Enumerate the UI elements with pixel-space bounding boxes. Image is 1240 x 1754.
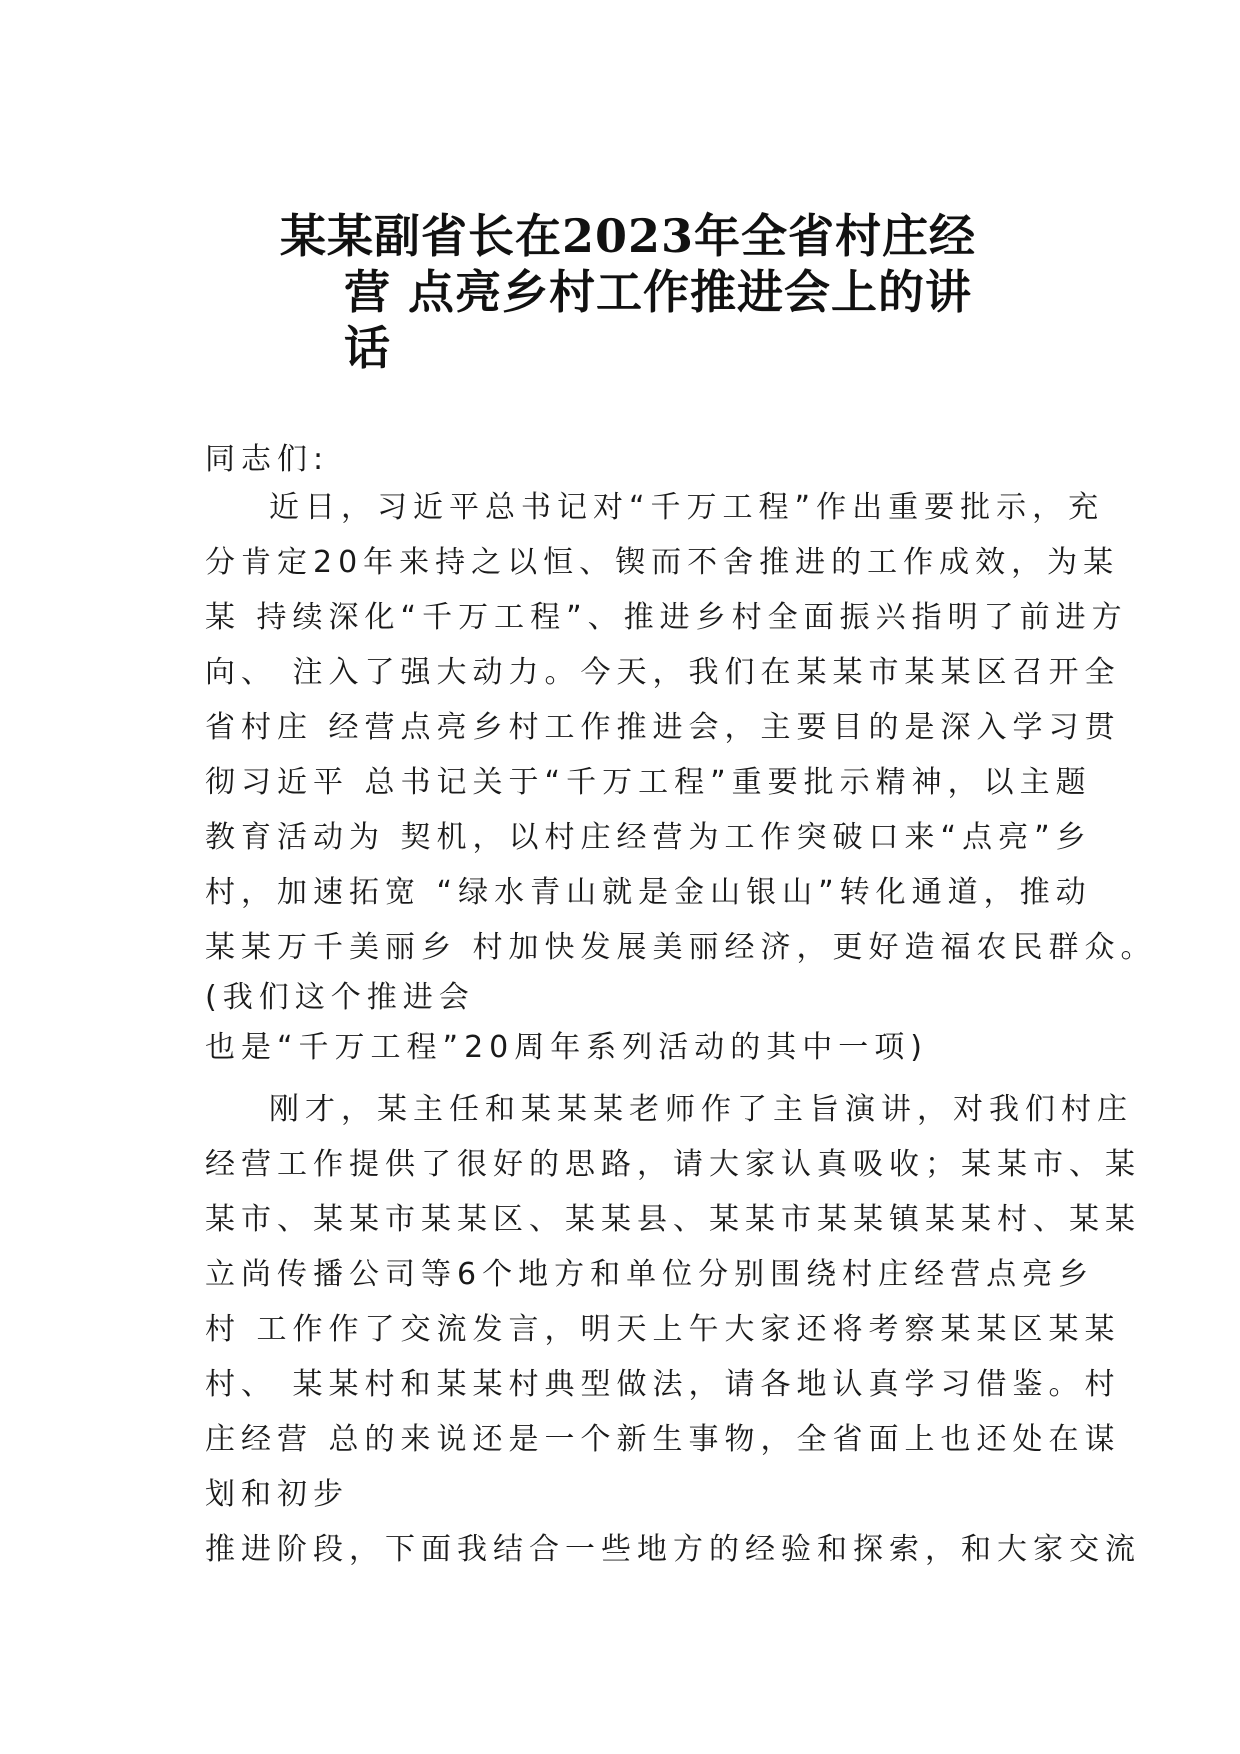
- paragraph-1-line: 省村庄 经营点亮乡村工作推进会，主要目的是深入学习贯: [205, 710, 1121, 745]
- paragraph-1-line: 彻习近平 总书记关于“千万工程”重要批示精神，以主题: [205, 765, 1092, 800]
- paragraph-2-line: 某市、某某市某某区、某某县、某某市某某镇某某村、某某: [205, 1202, 1141, 1237]
- paragraph-2-line: 经营工作提供了很好的思路，请大家认真吸收；某某市、某: [205, 1147, 1141, 1182]
- paragraph-1-line: 也是“千万工程”20周年系列活动的其中一项): [205, 1030, 928, 1065]
- paragraph-2-line: 村 工作作了交流发言，明天上午大家还将考察某某区某某: [205, 1312, 1121, 1347]
- paragraph-2-line: 立尚传播公司等6个地方和单位分别围绕村庄经营点亮乡: [205, 1257, 1095, 1292]
- salutation: 同志们:: [205, 442, 330, 477]
- paragraph-2-line: 庄经营 总的来说还是一个新生事物，全省面上也还处在谋: [205, 1422, 1121, 1457]
- paragraph-1-line: (我们这个推进会: [205, 980, 475, 1015]
- paragraph-1-line: 教育活动为 契机，以村庄经营为工作突破口来“点亮”乡: [205, 820, 1092, 855]
- paragraph-2-line: 村、 某某村和某某村典型做法，请各地认真学习借鉴。村: [205, 1367, 1121, 1402]
- paragraph-2-line: 划和初步: [205, 1477, 349, 1512]
- paragraph-1-line: 某 持续深化“千万工程”、推进乡村全面振兴指明了前进方: [205, 600, 1128, 635]
- paragraph-1-line: 某某万千美丽乡 村加快发展美丽经济，更好造福农民群众。: [205, 930, 1157, 965]
- paragraph-1-line: 向、 注入了强大动力。今天，我们在某某市某某区召开全: [205, 655, 1121, 690]
- paragraph-1-line: 村，加速拓宽 “绿水青山就是金山银山”转化通道，推动: [205, 875, 1092, 910]
- paragraph-1-line: 分肯定20年来持之以恒、锲而不舍推进的工作成效，为某: [205, 545, 1120, 580]
- title-line-1: 某某副省长在2023年全省村庄经: [280, 209, 977, 263]
- title-line-2: 营 点亮乡村工作推进会上的讲: [344, 265, 973, 319]
- paragraph-2-line: 推进阶段，下面我结合一些地方的经验和探索，和大家交流: [205, 1532, 1141, 1567]
- document-title: [280, 208, 980, 376]
- paragraph-1-line: 近日，习近平总书记对“千万工程”作出重要批示，充: [269, 490, 1105, 525]
- title-line-3: 话: [344, 321, 391, 375]
- paragraph-2-line: 刚才，某主任和某某某老师作了主旨演讲，对我们村庄: [269, 1092, 1133, 1127]
